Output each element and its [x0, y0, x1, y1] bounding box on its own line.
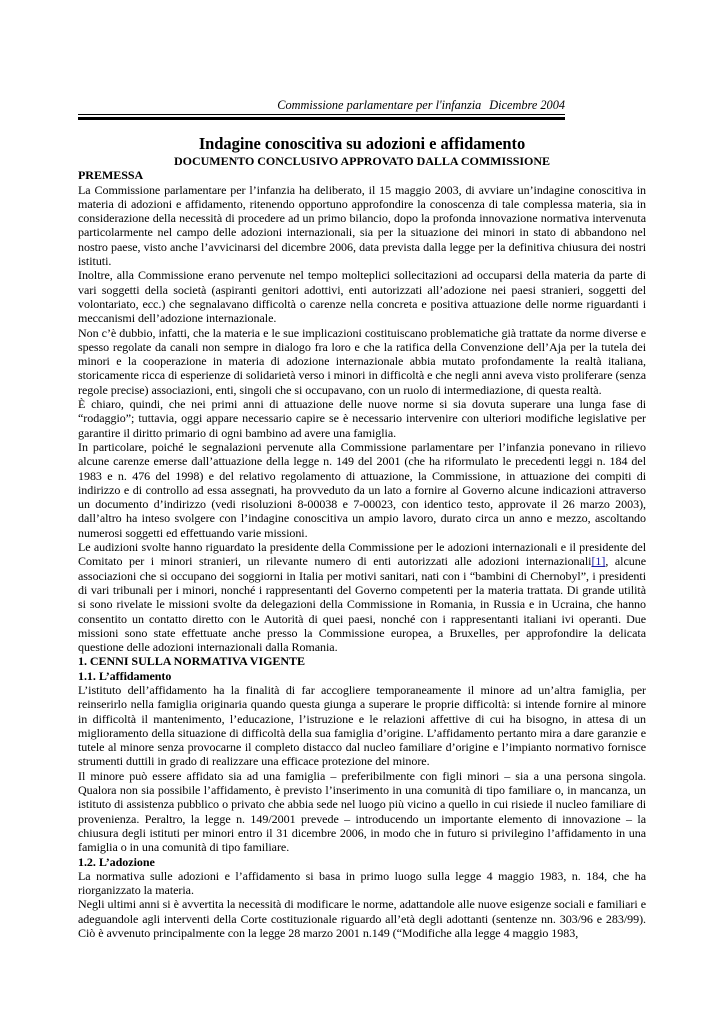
paragraph: La Commissione parlamentare per l’infanzia ha deliberato, il 15 maggio 2003, di avviare un’indagine conoscitiva in materia di adozioni e affidamento, ritenendo opportuno approfondire la conoscenza di tale complessa materia, sia in considerazione della necessità di procedere ad un primo bilancio, dopo la profonda innovazione normativa intervenuta particolarmente nel campo delle adozioni internazionali, sia per la situazione dei minori in stato di abbandono nel nostro paese, visto anche l’avvicinarsi del dicembre 2006, data prevista dalla legge per la definitiva chiusura dei nostri istituti. [78, 182, 646, 269]
header-date: Dicembre 2004 [489, 98, 565, 112]
section-heading-adozione: 1.2. L’adozione [78, 854, 155, 869]
section-heading-affidamento: 1.1. L’affidamento [78, 668, 172, 683]
paragraph: Non c’è dubbio, infatti, che la materia e le sue implicazioni costituiscano problematiche già trattate da norme diverse e spesso regolate da canali non sempre in dialogo fra loro e che la ratifica della Convenzione dell’Aja per la tutela dei minori e la cooperazione in materia di adozione internazionale abbia mutato profondamente la realtà italiana, storicamente ricca di esperienze di solidarietà verso i minori in difficoltà e che negli anni aveva visto proliferare (senza regole precise) associazioni, enti, singoli che si occupavano, con un ruolo di intermediazione, di questa realtà. [78, 325, 646, 397]
paragraph: In particolare, poiché le segnalazioni pervenute alla Commissione parlamentare per l’infanzia ponevano in rilievo alcune carenze emerse dall’attuazione della legge n. 149 del 2001 (che ha riformulato le precedenti leggi n. 184 del 1983 e n. 476 del 1998) e del relativo regolamento di attuazione, la Commissione, in attuazione dei compiti di indirizzo e di controllo ad essa assegnati, ha provveduto da un lato a fornire al Governo alcune indicazioni attraverso un documento d’indirizzo (vedi risoluzioni 8-00038 e 7-00023, con identico testo, approvate il 26 marzo 2003), dall’altro ha inteso svolgere con l’indagine conoscitiva un ampio lavoro, durato circa un anno e mezzo, ascoltando numerosi soggetti ed effettuando varie missioni. [78, 439, 646, 540]
paragraph: L’istituto dell’affidamento ha la finalità di far accogliere temporaneamente il minore ad un’altra famiglia, per reinserirlo nella famiglia originaria quando questa giunga a superare le proprie difficoltà: si intende fornire al minore in difficoltà il mantenimento, l’educazione, l’istruzione e le relazioni affettive di cui ha bisogno, in attesa di un miglioramento della situazione di difficoltà della sua famiglia d’origine. L’affidamento pertanto mira a dare garanzie e tutele al minore senza provocarne il completo distacco dal nucleo familiare d’origine e l’impianto normativo fornisce strumenti duttili in grado di realizzare una efficace protezione del minore. [78, 682, 646, 769]
document-body [78, 134, 646, 940]
section-heading-premessa: PREMESSA [78, 168, 144, 183]
document-title: Indagine conoscitiva su adozioni e affidamento [198, 134, 526, 153]
paragraph-audizioni [78, 540, 646, 654]
paragraph: È chiaro, quindi, che nei primi anni di attuazione delle nuove norme si sia dovuta superare una lunga fase di “rodaggio”; tuttavia, oggi appare necessario capire se è necessario intervenire con ulteriori modifiche legislative per garantire il diritto primario di ogni bambino ad avere una famiglia. [78, 397, 646, 440]
header-rule-thick [78, 117, 565, 120]
header-commission: Commissione parlamentare per l'infanzia [277, 98, 482, 112]
paragraph: Il minore può essere affidato sia ad una famiglia – preferibilmente con figli minori – sia a una persona singola. Qualora non sia possibile l’affidamento, è previsto l’inserimento in una comunità di tipo familiare o, in mancanza, un istituto di assistenza pubblico o privato che abbia sede nel luogo più vicino a quello in cui risiede il nucleo familiare di provenienza. Peraltro, la legge n. 149/2001 prevede – introducendo un importante elemento di innovazione – la chiusura degli istituti per minori entro il 31 dicembre 2006, in modo che in futuro si privilegino l’affidamento in una famiglia o in una comunità di tipo familiare. [78, 768, 646, 855]
paragraph: La normativa sulle adozioni e l’affidamento si basa in primo luogo sulla legge 4 maggio 1983, n. 184, che ha riorganizzato la materia. [78, 868, 646, 898]
footnote-link[interactable]: [1] [591, 554, 606, 569]
paragraph-text: , alcune associazioni che si occupano dei soggiorni in Italia per motivi sanitari, nati con i “bambini di Chernobyl”, i presidenti di vari tribunali per i minori, nonché i rappresentanti del Governo competenti per la materia trattata. Di grande utilità si sono rivelate le missioni svolte da delegazioni della Commissione in Romania, in Russia e in Ucraina, che hanno consentito un contatto diretto con le Autorità di quei paesi, nonché con i rappresentanti italiani ivi operanti. Due missioni sono state effettuate anche presso la Commissione europea, a Bruxelles, per approfondire la delicata questione delle adozioni internazionali dalla Romania. [78, 554, 647, 655]
paragraph: Inoltre, alla Commissione erano pervenute nel tempo molteplici sollecitazioni ad occuparsi della materia da parte di vari soggetti della società (aspiranti genitori adottivi, enti autorizzati all’adozione nei paesi stranieri, soggetti del volontariato, ecc.) che segnalavano difficoltà o carenze nella concreta e positiva attuazione delle norme riguardanti i meccanismi dell’adozione internazionale. [78, 268, 646, 326]
paragraph: Negli ultimi anni si è avvertita la necessità di modificare le norme, adattandole alle nuove esigenze sociali e familiari e adeguandole agli interventi della Corte costituzionale riguardo all’età degli adottanti (sentenze nn. 303/96 e 283/99). Ciò è avvenuto principalmente con la legge 28 marzo 2001 n.149 (“Modifiche alla legge 4 maggio 1983, [78, 897, 646, 941]
paragraph-text: Le audizioni svolte hanno riguardato la presidente della Commissione per le adozioni internazionali e il presidente del Comitato per i minori stranieri, un rilevante numero di enti autorizzati alle adozioni internazionali [78, 540, 646, 569]
running-header [78, 98, 565, 113]
header-rule-thin [78, 114, 565, 115]
document-subtitle: DOCUMENTO CONCLUSIVO APPROVATO DALLA COMMISSIONE [174, 154, 550, 168]
section-heading-normativa: 1. CENNI SULLA NORMATIVA VIGENTE [78, 654, 306, 669]
